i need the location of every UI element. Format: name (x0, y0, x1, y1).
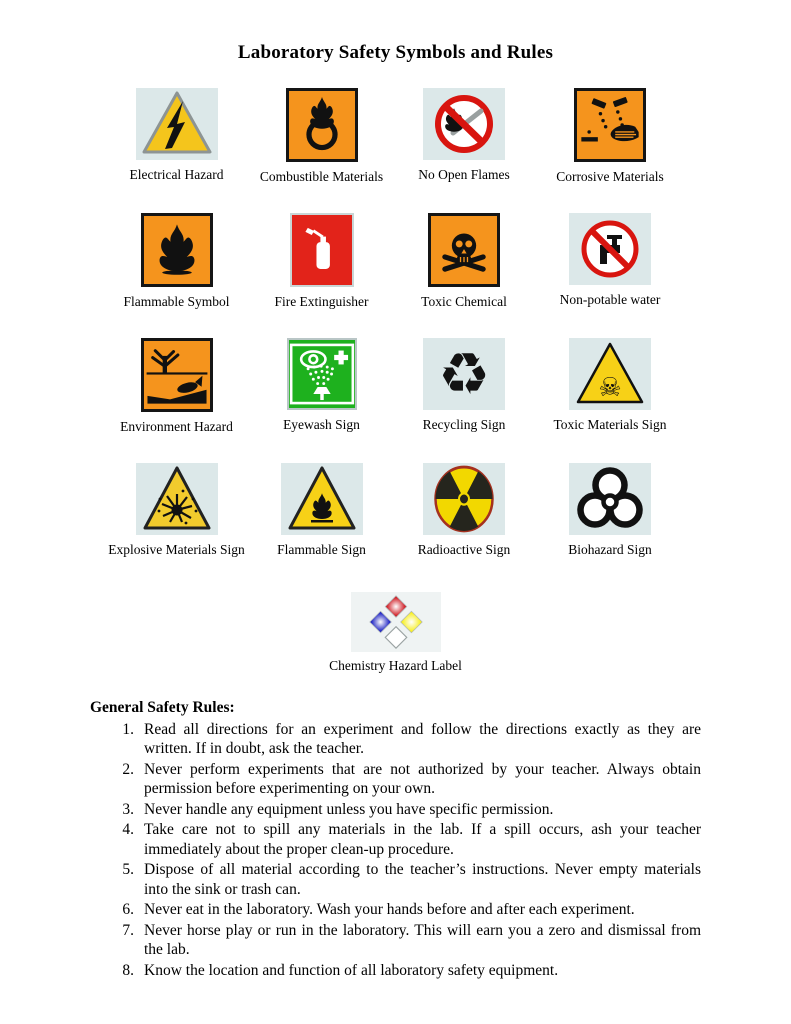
rule-item (114, 860, 701, 899)
symbol-card-biohazard-sign (534, 463, 686, 558)
symbol-label: Flammable Sign (277, 542, 366, 557)
symbol-label: Recycling Sign (422, 417, 506, 432)
symbol-card-electrical-hazard (104, 88, 249, 185)
symbol-card-explosive-materials-sign (104, 463, 249, 558)
symbol-grid (104, 88, 791, 558)
symbol-card-combustible-materials (249, 88, 394, 185)
symbol-card-radioactive-sign (394, 463, 534, 558)
electrical-hazard-icon (136, 88, 218, 160)
rule-number: 1. (122, 720, 134, 738)
symbol-label: Fire Extinguisher (274, 294, 369, 309)
rule-number: 4. (122, 821, 134, 839)
rule-item (114, 900, 701, 920)
symbol-label: Corrosive Materials (556, 169, 664, 184)
rule-text: Never perform experiments that are not authorized by your teacher. Always obtain permission before experimenting on your own. (144, 760, 701, 798)
biohazard-sign-icon (569, 463, 651, 535)
symbol-label: Environment Hazard (120, 419, 233, 434)
rule-text: Know the location and function of all laboratory safety equipment. (144, 961, 559, 979)
symbol-label: Biohazard Sign (568, 542, 652, 557)
corrosive-materials-icon (574, 88, 646, 162)
symbol-label: Eyewash Sign (283, 417, 360, 432)
rule-number: 3. (122, 800, 134, 818)
symbol-card-toxic-chemical (394, 213, 534, 310)
symbol-label: Non-potable water (559, 292, 661, 307)
symbol-label: Electrical Hazard (129, 167, 224, 182)
eyewash-sign-icon (287, 338, 357, 410)
explosive-materials-sign-icon (136, 463, 218, 535)
rule-number: 8. (122, 961, 134, 979)
rule-number: 5. (122, 861, 134, 879)
rule-text: Take care not to spill any materials in the lab. If a spill occurs, ash your teacher immediately about the proper clean-up procedure. (144, 821, 701, 858)
page-title: Laboratory Safety Symbols and Rules (237, 42, 554, 63)
rule-item (114, 921, 701, 960)
symbol-card-chemistry-hazard-label (0, 592, 791, 674)
recycling-sign-icon (423, 338, 505, 410)
rule-text: Never eat in the laboratory. Wash your hands before and after each experiment. (144, 901, 635, 919)
environment-hazard-icon (141, 338, 213, 412)
symbol-label: Chemistry Hazard Label (329, 658, 462, 673)
rule-text: Never handle any equipment unless you have specific permission. (144, 800, 554, 818)
rule-text: Read all directions for an experiment and follow the directions exactly as they are written. If in doubt, ask the teacher. (144, 720, 701, 758)
symbol-label: Toxic Chemical (421, 294, 507, 309)
chemistry-hazard-label-icon (351, 592, 441, 652)
rule-item (114, 961, 701, 981)
symbol-card-flammable-sign (249, 463, 394, 558)
rule-item (114, 760, 701, 799)
symbol-card-eyewash-sign (249, 338, 394, 435)
rule-number: 2. (122, 760, 134, 778)
symbol-card-environment-hazard (104, 338, 249, 435)
non-potable-water-icon (569, 213, 651, 285)
symbol-label: Combustible Materials (259, 169, 384, 184)
flammable-symbol-icon (141, 213, 213, 287)
radioactive-sign-icon (423, 463, 505, 535)
symbol-card-fire-extinguisher (249, 213, 394, 310)
symbol-card-toxic-materials-sign (534, 338, 686, 435)
rule-text: Dispose of all material according to the teacher’s instructions. Never empty materials into the sink or trash can. (144, 861, 701, 898)
symbol-card-non-potable-water (534, 213, 686, 310)
rule-item (114, 720, 701, 759)
symbol-card-flammable-symbol (104, 213, 249, 310)
symbol-label: Toxic Materials Sign (553, 417, 667, 432)
rules-section (90, 698, 701, 980)
no-open-flames-icon (423, 88, 505, 160)
symbol-label: Flammable Symbol (123, 294, 230, 309)
rule-item (114, 800, 701, 820)
fire-extinguisher-icon (290, 213, 354, 287)
rule-text: Never horse play or run in the laboratory. This will earn you a zero and dismissal from the lab. (144, 921, 701, 959)
rule-number: 6. (122, 901, 134, 919)
toxic-materials-sign-icon (569, 338, 651, 410)
symbol-label: No Open Flames (418, 167, 510, 182)
svg-text:☠: ☠ (598, 373, 622, 403)
symbol-card-corrosive-materials (534, 88, 686, 185)
rules-heading: General Safety Rules: (90, 699, 235, 716)
combustible-materials-icon (286, 88, 358, 162)
rule-number: 7. (122, 921, 134, 939)
symbol-card-recycling-sign (394, 338, 534, 435)
symbol-label: Radioactive Sign (417, 542, 511, 557)
symbol-card-no-open-flames (394, 88, 534, 185)
symbol-label: Explosive Materials Sign (108, 542, 245, 557)
recycle-glyph: ♻ (438, 340, 490, 408)
toxic-chemical-icon (428, 213, 500, 287)
flammable-sign-icon (281, 463, 363, 535)
rule-item (114, 820, 701, 859)
